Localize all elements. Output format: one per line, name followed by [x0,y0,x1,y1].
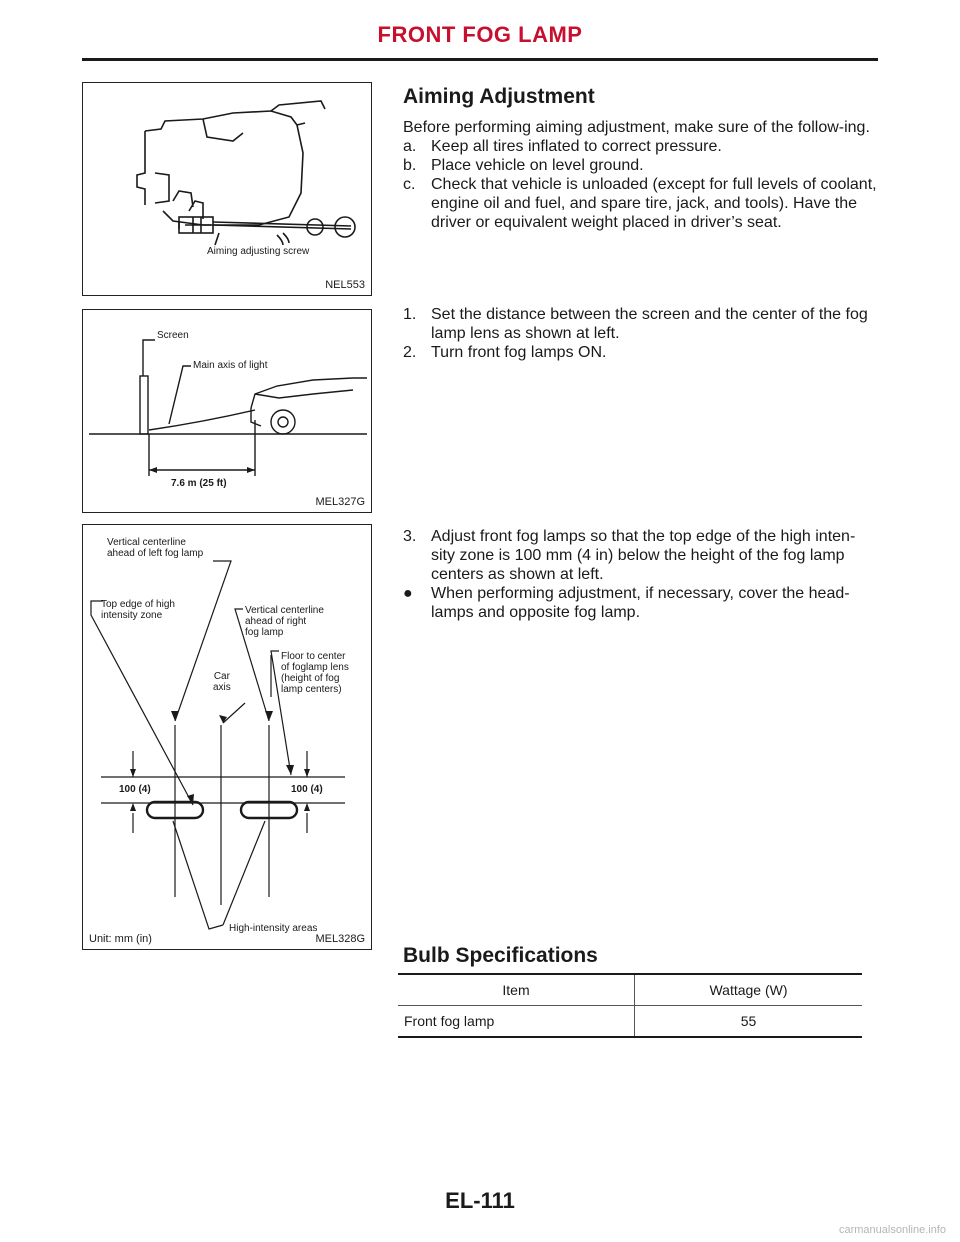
unit-label: Unit: mm (in) [89,933,152,945]
step-1 [403,305,879,343]
prerequisite-b [403,156,879,175]
car-axis-label: Car axis [213,671,231,693]
aiming-pattern-drawing [83,525,371,949]
watermark: carmanualsonline.info [838,1224,946,1236]
screen-label: Screen [157,330,189,341]
bulb-spec-table [398,975,862,1038]
top-edge-label: Top edge of high intensity zone [101,599,175,621]
step-3 [403,527,879,584]
item-marker: c. [403,176,416,193]
aiming-adjustment-heading: Aiming Adjustment [403,85,595,108]
aiming-screw-label: Aiming adjusting screw [207,246,310,257]
table-header-row [398,975,862,1006]
item-text: Place vehicle on level ground. [431,157,644,174]
floor-to-center-label: Floor to center of foglamp lens (height of fog lamp centers) [281,651,349,695]
item-text: When performing adjustment, if necessary, cover the head-lamps and opposite fog lamp. [431,585,850,621]
fog-lamp-assembly-drawing [83,83,371,295]
screen-distance-drawing [83,310,371,512]
item-text: Turn front fog lamps ON. [431,344,607,361]
step-2 [403,343,879,362]
item-text: Check that vehicle is unloaded (except for full levels of coolant, engine oil and fuel, and spare tire, jack, and tools). Have the driver or equivalent weight placed in driver’s seat. [431,176,877,231]
prerequisite-c [403,175,879,232]
distance-label: 7.6 m (25 ft) [171,478,227,489]
vertical-centerline-right-label: Vertical centerline ahead of right fog lamp [245,605,324,638]
item-text: Keep all tires inflated to correct pressure. [431,138,722,155]
item-marker: 2. [403,344,417,361]
main-axis-label: Main axis of light [193,360,268,371]
figure-code: MEL327G [315,496,365,508]
dimension-left-label: 100 (4) [119,784,151,795]
item-text: Adjust front fog lamps so that the top edge of the high inten-sity zone is 100 mm (4 in) below the height of the fog lamp centers as shown at left. [431,528,856,583]
item-marker: a. [403,138,417,155]
item-marker: 1. [403,306,417,323]
bulb-specifications-heading: Bulb Specifications [403,944,598,967]
bullet-icon: ● [403,585,413,602]
cell-item: Front fog lamp [398,1006,635,1038]
intro-paragraph: Before performing aiming adjustment, make sure of the follow-ing. [403,119,870,136]
item-text: Set the distance between the screen and the center of the fog lamp lens as shown at left. [431,306,868,342]
figure-screen-distance [82,309,372,513]
prerequisite-a [403,137,879,156]
figure-code: NEL553 [325,279,365,291]
column-header-item: Item [398,975,635,1006]
page-header-title: FRONT FOG LAMP [377,22,583,47]
cell-wattage: 55 [635,1006,863,1038]
note-bullet [403,584,879,622]
vertical-centerline-left-label: Vertical centerline ahead of left fog lamp [107,537,204,559]
page-number: EL-111 [445,1188,515,1213]
aiming-steps-1-2 [403,305,879,362]
high-intensity-label: High-intensity areas [229,923,318,934]
item-marker: b. [403,157,417,174]
figure-code: MEL328G [315,933,365,945]
column-header-wattage: Wattage (W) [635,975,863,1006]
figure-aiming-screw [82,82,372,296]
figure-aiming-pattern [82,524,372,950]
table-row [398,1006,862,1038]
aiming-prerequisites [403,118,879,232]
header-rule [82,58,878,61]
dimension-right-label: 100 (4) [291,784,323,795]
item-marker: 3. [403,528,417,545]
aiming-step-3 [403,527,879,622]
